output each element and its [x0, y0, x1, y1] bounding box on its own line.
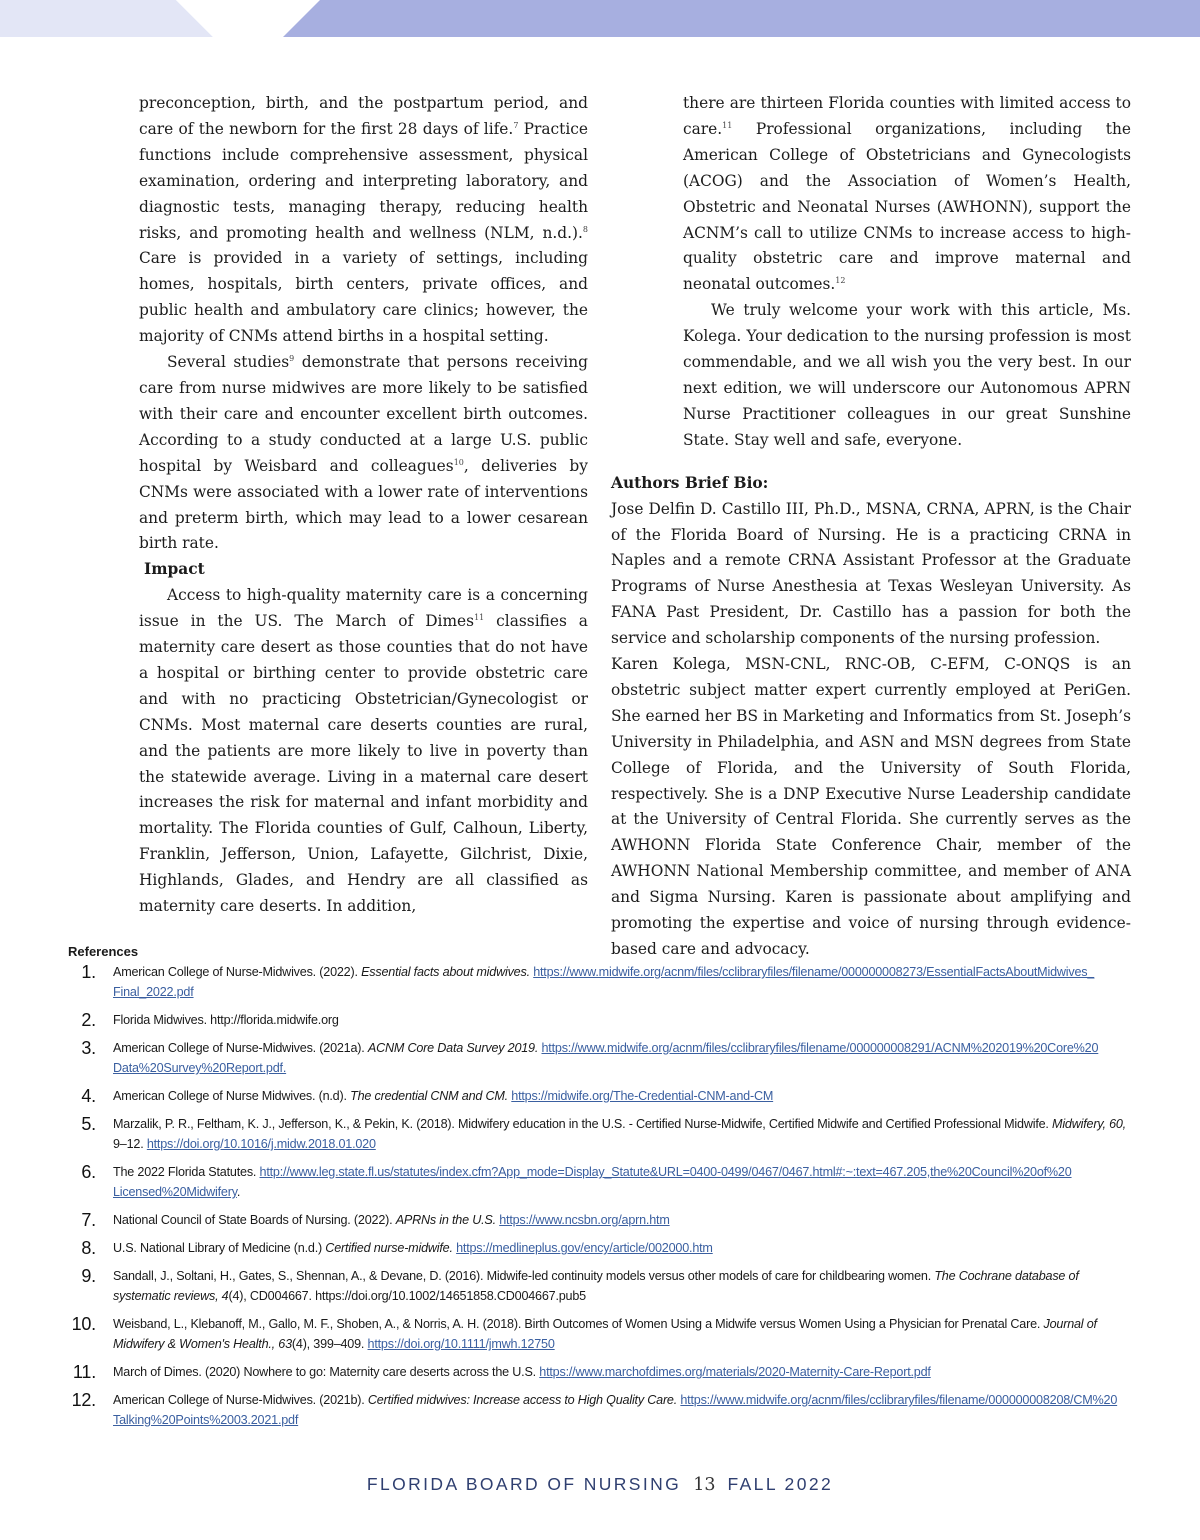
reference-title: The Cochrane database of systematic reviews, 4: [113, 1269, 1079, 1303]
reference-text: Weisband, L., Klebanoff, M., Gallo, M. F., Shoben, A., & Norris, A. H. (2018). Birth Outcomes of Women Using a Midwife versus Women Using a Physician for Prenatal Care.: [113, 1317, 1044, 1331]
bio-heading: Authors Brief Bio:: [611, 473, 769, 492]
article-continuation: [683, 91, 1131, 454]
reference-link[interactable]: https://www.ncsbn.org/aprn.htm: [499, 1213, 670, 1227]
page-footer: [0, 1474, 1200, 1495]
reference-number: 2.: [81, 1010, 96, 1030]
right-column: [611, 91, 1131, 963]
reference-link[interactable]: https://www.midwife.org/acnm/files/cclibraryfiles/filename/000000008273/EssentialFactsAboutMidwives_ Final_2022.pdf: [113, 965, 1095, 999]
reference-item: [68, 1010, 1138, 1030]
page-number: 13: [693, 1475, 716, 1495]
reference-link[interactable]: https://www.marchofdimes.org/materials/2020-Maternity-Care-Report.pdf: [539, 1365, 931, 1379]
reference-number: 11.: [72, 1362, 96, 1382]
reference-text: U.S. National Library of Medicine (n.d.): [113, 1241, 326, 1255]
reference-number: 5.: [81, 1114, 96, 1134]
reference-title: Essential facts about midwives.: [361, 965, 530, 979]
reference-number: 7.: [81, 1210, 96, 1230]
reference-title: Certified nurse-midwife.: [325, 1241, 453, 1255]
reference-link[interactable]: https://doi.org/10.1111/jmwh.12750: [367, 1337, 555, 1351]
reference-text: Sandall, J., Soltani, H., Gates, S., Shennan, A., & Devane, D. (2016). Midwife-led continuity models versus other models of care for childbearing women.: [113, 1269, 935, 1283]
reference-link[interactable]: https://www.midwife.org/acnm/files/cclibraryfiles/filename/000000008208/CM%20 Talking%20Points%2003.2021.pdf: [113, 1393, 1118, 1427]
reference-item: [68, 1086, 1138, 1106]
reference-text: American College of Nurse-Midwives. (2022).: [113, 965, 362, 979]
reference-number: 9.: [81, 1266, 96, 1286]
reference-item: [68, 1038, 1138, 1078]
references-title: References: [68, 944, 139, 959]
bio-kolega: Karen Kolega, MSN-CNL, RNC-OB, C-EFM, C-ONQS is an obstetric subject matter expert currently employed at PeriGen. She earned her BS in Marketing and Informatics from St. Joseph’s University in Philadelphia, and ASN and MSN degrees from State College of Florida, and the University of South Florida, respectively. She is a DNP Executive Nurse Leadership candidate at the University of Central Florida. She currently serves as the AWHONN Florida State Conference Chair, member of the AWHONN National Membership committee, and member of ANA and Sigma Nursing. Karen is passionate about amplifying and promoting the expertise and voice of nursing through evidence-based care and advocacy.: [611, 655, 1131, 958]
reference-text: American College of Nurse-Midwives. (2021a).: [113, 1041, 368, 1055]
banner-shape: [0, 0, 1200, 37]
reference-number: 8.: [81, 1238, 96, 1258]
reference-text: American College of Nurse Midwives. (n.d).: [113, 1089, 351, 1103]
paragraph-scope: preconception, birth, and the postpartum period, and care of the newborn for the first 28 days of life.$^7$ Practice functions include comprehensive assessment, physical examination, ordering and interpreting laboratory, and diagnostic tests, managing therapy, reducing health risks, and promoting health and wellness (NLM, n.d.).$^8$ Care is provided in a variety of settings, including homes, hospitals, birth centers, private offices, and public health and ambulatory care clinics; however, the majority of CNMs attend births in a hospital setting.: [139, 94, 588, 346]
reference-text: (4), CD004667. https://doi.org/10.1002/14651858.CD004667.pub5: [228, 1289, 586, 1303]
reference-text: Florida Midwives. http://florida.midwife.org: [113, 1013, 339, 1027]
paragraph-impact: Access to high-quality maternity care is a concerning issue in the US. The March of Dimes$^{11}$ classifies a maternity care desert as those counties that do not have a hospital or birthing center to provide obstetric care and with no practicing Obstetrician/Gynecologist or CNMs. Most maternal care deserts counties are rural, and the patients are more likely to live in poverty than the statewide average. Living in a maternal care desert increases the risk for maternal and infant morbidity and mortality. The Florida counties of Gulf, Calhoun, Liberty, Franklin, Jefferson, Union, Lafayette, Gilchrist, Dixie, Highlands, Glades, and Hendry are all classified as maternity care deserts. In addition,: [139, 586, 588, 916]
reference-number: 12.: [71, 1390, 96, 1410]
reference-item: [68, 1266, 1138, 1306]
reference-item: [68, 1314, 1138, 1354]
paragraph-welcome: We truly welcome your work with this article, Ms. Kolega. Your dedication to the nursing profession is most commendable, and we all wish you the very best. In our next edition, we will underscore our Autonomous APRN Nurse Practitioner colleagues in our great Sunshine State. Stay well and safe, everyone.: [683, 301, 1131, 449]
reference-link[interactable]: https://midwife.org/The-Credential-CNM-and-CM: [511, 1089, 774, 1103]
reference-text: March of Dimes. (2020) Nowhere to go: Maternity care deserts across the U.S.: [113, 1365, 540, 1379]
reference-item: [68, 962, 1138, 1002]
left-column: [139, 91, 588, 920]
reference-text: The 2022 Florida Statutes.: [113, 1165, 260, 1179]
reference-text: Marzalik, P. R., Feltham, K. J., Jefferson, K., & Pekin, K. (2018). Midwifery education in the U.S. - Certified Nurse-Midwife, Certified Midwife and Certified Professional Midwife.: [113, 1117, 1053, 1131]
reference-number: 1.: [81, 962, 96, 982]
footer-issue: FALL 2022: [727, 1474, 834, 1494]
reference-link[interactable]: https://doi.org/10.1016/j.midw.2018.01.020: [146, 1137, 376, 1151]
reference-title: Midwifery, 60,: [1052, 1117, 1126, 1131]
reference-title: The credential CNM and CM.: [350, 1089, 508, 1103]
reference-number: 10.: [71, 1314, 96, 1334]
reference-item: [68, 1162, 1138, 1202]
bio-castillo: Jose Delfin D. Castillo III, Ph.D., MSNA, CRNA, APRN, is the Chair of the Florida Board of Nursing. He is a practicing CRNA in Naples and a remote CRNA Assistant Professor at the Graduate Programs of Nurse Anesthesia at Texas Wesleyan University. As FANA Past President, Dr. Castillo has a passion for both the service and scholarship components of the nursing profession.: [611, 499, 1131, 648]
paragraph-access: there are thirteen Florida counties with limited access to care.$^{11}$ Professional organizations, including the American College of Obstetricians and Gynecologists (ACOG) and the Association of Women’s Health, Obstetric and Neonatal Nurses (AWHONN), support the ACNM’s call to utilize CNMs to increase access to high-quality obstetric care and improve maternal and neonatal outcomes.$^{12}$: [683, 94, 1131, 294]
reference-text: (4), 399–409.: [291, 1337, 368, 1351]
reference-item: [68, 1362, 1138, 1382]
reference-number: 6.: [81, 1162, 96, 1182]
reference-title: Certified midwives: Increase access to High Quality Care.: [367, 1393, 678, 1407]
impact-heading: Impact: [144, 560, 205, 579]
reference-title: Journal of Midwifery & Women's Health., 63: [113, 1317, 1097, 1351]
reference-number: 3.: [81, 1038, 96, 1058]
reference-text: .: [236, 1185, 241, 1199]
reference-link[interactable]: https://www.midwife.org/acnm/files/cclibraryfiles/filename/000000008291/ACNM%202019%20Core%20 Data%20Survey%20Report.pdf.: [113, 1041, 1099, 1075]
reference-item: [68, 1210, 1138, 1230]
reference-item: [68, 1238, 1138, 1258]
reference-link[interactable]: https://medlineplus.gov/ency/article/002000.htm: [456, 1241, 713, 1255]
footer-publication: FLORIDA BOARD OF NURSING: [366, 1474, 682, 1494]
paragraph-studies: Several studies$^9$ demonstrate that persons receiving care from nurse midwives are more likely to be satisfied with their care and encounter excellent birth outcomes. According to a study conducted at a large U.S. public hospital by Weisbard and colleagues$^{10}$, deliveries by CNMs were associated with a lower rate of interventions and preterm birth, which may lead to a lower cesarean birth rate.: [139, 353, 588, 553]
reference-text: 9–12.: [113, 1137, 147, 1151]
reference-text: National Council of State Boards of Nursing. (2022).: [113, 1213, 396, 1227]
reference-text: American College of Nurse-Midwives. (2021b).: [113, 1393, 368, 1407]
reference-title: ACNM Core Data Survey 2019.: [367, 1041, 539, 1055]
header-banner: [0, 0, 1200, 37]
reference-item: [68, 1114, 1138, 1154]
references-section: [68, 942, 1138, 1438]
references-list: [68, 962, 1138, 1430]
reference-number: 4.: [81, 1086, 96, 1106]
reference-link[interactable]: http://www.leg.state.fl.us/statutes/index.cfm?App_mode=Display_Statute&URL=0400-0499/0467/0467.html#:~:text=467.205,the%20Council%20of%20 Licensed%20Midwifery: [113, 1165, 1072, 1199]
reference-title: APRNs in the U.S.: [395, 1213, 496, 1227]
reference-item: [68, 1390, 1138, 1430]
